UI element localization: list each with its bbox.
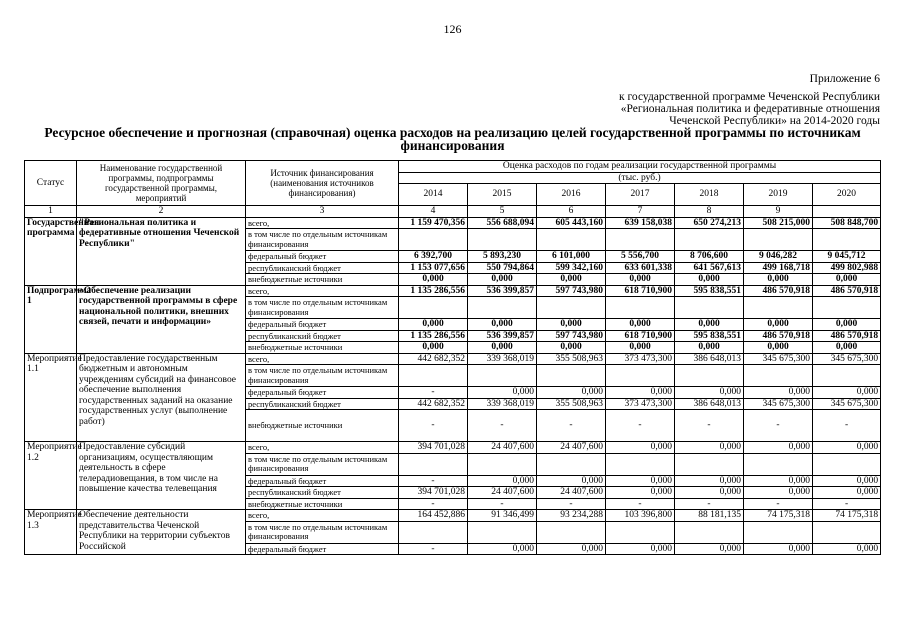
source-incl: в том числе по отдельным источникам финансирования [246,453,399,475]
value-cell: 0,000 [813,319,881,331]
value-cell: 486 570,918 [744,330,813,342]
appendix-line: к государственной программе Чеченской Республики [619,91,880,103]
value-cell: - [468,410,537,442]
value-cell: 355 508,963 [537,353,606,365]
value-cell: - [606,410,675,442]
value-cell: 91 346,499 [468,510,537,522]
value-cell [399,229,468,251]
value-cell: 0,000 [537,387,606,399]
value-cell: 0,000 [813,475,881,487]
value-cell: 650 274,213 [675,217,744,229]
value-cell: 0,000 [744,487,813,499]
name-cell: «Обеспечение реализации государственной программы в сфере национальной политики, внешних связей, печати и информации» [77,285,246,353]
value-cell: 0,000 [606,387,675,399]
status-cell: Подпрограмма 1 [25,285,77,353]
value-cell: 345 675,300 [744,398,813,410]
value-cell: 499 168,718 [744,262,813,274]
value-cell: 74 175,318 [813,510,881,522]
column-number: 7 [606,206,675,218]
value-cell [468,229,537,251]
value-cell: 88 181,135 [675,510,744,522]
name-cell: Предоставление субсидий организациям, осуществляющим деятельность в сфере телерадиовещания, в том числе на повышение качества телевещания [77,442,246,510]
value-cell: 355 508,963 [537,398,606,410]
name-cell: Обеспечение деятельности представительства Чеченской Республики на территории субъектов Российской [77,510,246,555]
value-cell: 24 407,600 [468,487,537,499]
source-incl: в том числе по отдельным источникам финансирования [246,365,399,387]
value-cell: 0,000 [399,342,468,354]
source-federal: федеральный бюджет [246,319,399,331]
value-cell: 164 452,886 [399,510,468,522]
source-republic: республиканский бюджет [246,398,399,410]
value-cell: 1 159 470,356 [399,217,468,229]
value-cell: - [537,410,606,442]
source-extra: внебюджетные источники [246,498,399,510]
value-cell: - [813,498,881,510]
value-cell [399,453,468,475]
value-cell: 0,000 [537,543,606,555]
value-cell: 0,000 [468,387,537,399]
value-cell: 0,000 [606,487,675,499]
value-cell: 0,000 [813,487,881,499]
value-cell [537,521,606,543]
value-cell: 1 135 286,556 [399,330,468,342]
value-cell: 641 567,613 [675,262,744,274]
value-cell: - [744,498,813,510]
value-cell [606,297,675,319]
value-cell: 0,000 [537,475,606,487]
value-cell: - [399,387,468,399]
value-cell: 0,000 [675,487,744,499]
value-cell: - [399,475,468,487]
value-cell: 0,000 [675,274,744,286]
value-cell: 486 570,918 [744,285,813,297]
value-cell: 499 802,988 [813,262,881,274]
value-cell: 0,000 [606,475,675,487]
value-cell: 0,000 [813,543,881,555]
value-cell: 0,000 [606,342,675,354]
column-number: 2 [77,206,246,218]
column-number: 1 [25,206,77,218]
value-cell [675,297,744,319]
source-federal: федеральный бюджет [246,387,399,399]
value-cell [537,297,606,319]
value-cell: 595 838,551 [675,285,744,297]
value-cell: 618 710,900 [606,285,675,297]
value-cell: 0,000 [813,442,881,454]
value-cell [813,229,881,251]
value-cell: 599 342,160 [537,262,606,274]
source-republic: республиканский бюджет [246,487,399,499]
source-total: всего, [246,442,399,454]
value-cell [606,365,675,387]
value-cell: 0,000 [537,274,606,286]
value-cell [813,365,881,387]
value-cell [675,521,744,543]
value-cell [744,297,813,319]
value-cell: 345 675,300 [813,353,881,365]
page-number: 126 [443,22,462,36]
value-cell: 633 601,338 [606,262,675,274]
status-cell: Государственная программа [25,217,77,285]
table-row [25,217,881,229]
value-cell [813,297,881,319]
value-cell [675,365,744,387]
year-header: 2016 [537,184,606,206]
year-header: 2020 [813,184,881,206]
year-header: 2018 [675,184,744,206]
header-status: Статус [25,161,77,206]
value-cell: - [537,498,606,510]
value-cell: 24 407,600 [537,487,606,499]
appendix-line: Чеченской Республики» на 2014-2020 годы [669,115,880,127]
value-cell: 24 407,600 [537,442,606,454]
value-cell: 386 648,013 [675,353,744,365]
column-number: 6 [537,206,606,218]
year-header: 2015 [468,184,537,206]
source-extra: внебюджетные источники [246,342,399,354]
value-cell: 9 046,282 [744,251,813,263]
value-cell: 0,000 [399,274,468,286]
value-cell: 536 399,857 [468,285,537,297]
value-cell: 386 648,013 [675,398,744,410]
value-cell: 1 153 077,656 [399,262,468,274]
value-cell [537,365,606,387]
value-cell: 536 399,857 [468,330,537,342]
value-cell: - [606,498,675,510]
column-number: 9 [744,206,813,218]
value-cell [606,521,675,543]
value-cell: 1 135 286,556 [399,285,468,297]
value-cell: 486 570,918 [813,330,881,342]
document-title: Ресурсное обеспечение и прогнозная (справочная) оценка расходов на реализацию целей государственной программы по источникам финансирования [44,125,861,153]
value-cell [399,365,468,387]
value-cell: 442 682,352 [399,353,468,365]
value-cell: 0,000 [675,387,744,399]
source-incl: в том числе по отдельным источникам финансирования [246,297,399,319]
value-cell: 0,000 [744,319,813,331]
value-cell: 0,000 [744,387,813,399]
source-republic: республиканский бюджет [246,262,399,274]
value-cell: 0,000 [399,319,468,331]
value-cell [399,297,468,319]
value-cell [606,453,675,475]
value-cell: 0,000 [537,319,606,331]
value-cell: 0,000 [744,274,813,286]
year-header: 2014 [399,184,468,206]
financing-table [24,160,881,555]
name-cell: "Региональная политика и федеративные отношения Чеченской Республики" [77,217,246,285]
value-cell: 0,000 [744,442,813,454]
value-cell [744,521,813,543]
status-cell: Мероприятие 1.3 [25,510,77,555]
value-cell: 6 101,000 [537,251,606,263]
value-cell: 5 893,230 [468,251,537,263]
appendix-label: Приложение 6 [809,73,880,85]
value-cell: 597 743,980 [537,285,606,297]
value-cell: 605 443,160 [537,217,606,229]
value-cell [675,453,744,475]
name-cell: Предоставление государственным бюджетным и автономным учреждениям субсидий на финансовое обеспечение выполнения государственных заданий на оказание государственных услуг (выполнение работ) [77,353,246,442]
column-number: 3 [246,206,399,218]
column-number: 8 [675,206,744,218]
value-cell [468,521,537,543]
source-incl: в том числе по отдельным источникам финансирования [246,229,399,251]
value-cell: - [399,498,468,510]
header-estimate: Оценка расходов по годам реализации государственной программы [399,161,881,173]
value-cell: 103 396,800 [606,510,675,522]
value-cell: - [399,543,468,555]
value-cell: 8 706,600 [675,251,744,263]
source-total: всего, [246,285,399,297]
source-federal: федеральный бюджет [246,543,399,555]
value-cell: 5 556,700 [606,251,675,263]
value-cell [468,297,537,319]
value-cell: 0,000 [468,543,537,555]
source-extra: внебюджетные источники [246,274,399,286]
value-cell: 24 407,600 [468,442,537,454]
value-cell: 0,000 [675,543,744,555]
source-total: всего, [246,510,399,522]
value-cell: 0,000 [744,342,813,354]
value-cell: 550 794,864 [468,262,537,274]
value-cell: 639 158,038 [606,217,675,229]
value-cell: 0,000 [813,387,881,399]
table-row [25,285,881,297]
value-cell: 0,000 [537,342,606,354]
table-row [25,442,881,454]
value-cell: 0,000 [606,319,675,331]
status-cell: Мероприятие 1.2 [25,442,77,510]
value-cell: 0,000 [744,543,813,555]
value-cell: 0,000 [675,475,744,487]
value-cell: 339 368,019 [468,398,537,410]
source-incl: в том числе по отдельным источникам финансирования [246,521,399,543]
value-cell: 74 175,318 [744,510,813,522]
value-cell: 0,000 [468,274,537,286]
table-row [25,353,881,365]
value-cell: - [813,410,881,442]
value-cell: 556 688,094 [468,217,537,229]
value-cell: 508 848,700 [813,217,881,229]
source-federal: федеральный бюджет [246,251,399,263]
value-cell: 0,000 [744,475,813,487]
value-cell: 0,000 [675,319,744,331]
value-cell: 394 701,028 [399,442,468,454]
value-cell: 0,000 [813,342,881,354]
value-cell: 0,000 [468,342,537,354]
source-republic: республиканский бюджет [246,330,399,342]
value-cell: 339 368,019 [468,353,537,365]
value-cell [675,229,744,251]
column-number [813,206,881,218]
column-number: 4 [399,206,468,218]
value-cell [537,229,606,251]
value-cell: 0,000 [468,475,537,487]
value-cell: 345 675,300 [813,398,881,410]
value-cell: 0,000 [468,319,537,331]
value-cell [744,229,813,251]
value-cell: 0,000 [606,442,675,454]
value-cell: - [399,410,468,442]
source-federal: федеральный бюджет [246,475,399,487]
value-cell [744,365,813,387]
table-row [25,510,881,522]
value-cell [606,229,675,251]
value-cell: 6 392,700 [399,251,468,263]
value-cell: 0,000 [606,274,675,286]
status-cell: Мероприятие 1.1 [25,353,77,442]
value-cell [468,453,537,475]
value-cell: - [468,498,537,510]
column-number: 5 [468,206,537,218]
value-cell: 597 743,980 [537,330,606,342]
value-cell: 0,000 [675,342,744,354]
value-cell [813,453,881,475]
year-header: 2019 [744,184,813,206]
value-cell [537,453,606,475]
value-cell: - [675,498,744,510]
header-name: Наименование государственной программы, подпрограммы государственной программы, мероприятий [77,161,246,206]
source-total: всего, [246,353,399,365]
value-cell: 595 838,551 [675,330,744,342]
value-cell: - [744,410,813,442]
value-cell: 618 710,900 [606,330,675,342]
value-cell: 345 675,300 [744,353,813,365]
value-cell: 93 234,288 [537,510,606,522]
appendix-line: «Региональная политика и федеративные отношения [620,103,880,115]
value-cell: 0,000 [675,442,744,454]
value-cell [468,365,537,387]
value-cell: 394 701,028 [399,487,468,499]
value-cell: 442 682,352 [399,398,468,410]
value-cell [399,521,468,543]
value-cell: 0,000 [606,543,675,555]
source-total: всего, [246,217,399,229]
value-cell [744,453,813,475]
value-cell: - [675,410,744,442]
source-extra: внебюджетные источники [246,410,399,442]
value-cell: 373 473,300 [606,398,675,410]
header-source: Источник финансирования (наименования источников финансирования) [246,161,399,206]
value-cell: 373 473,300 [606,353,675,365]
value-cell: 508 215,000 [744,217,813,229]
value-cell: 0,000 [813,274,881,286]
year-header: 2017 [606,184,675,206]
value-cell [813,521,881,543]
header-unit: (тыс. руб.) [399,172,881,184]
value-cell: 9 045,712 [813,251,881,263]
value-cell: 486 570,918 [813,285,881,297]
